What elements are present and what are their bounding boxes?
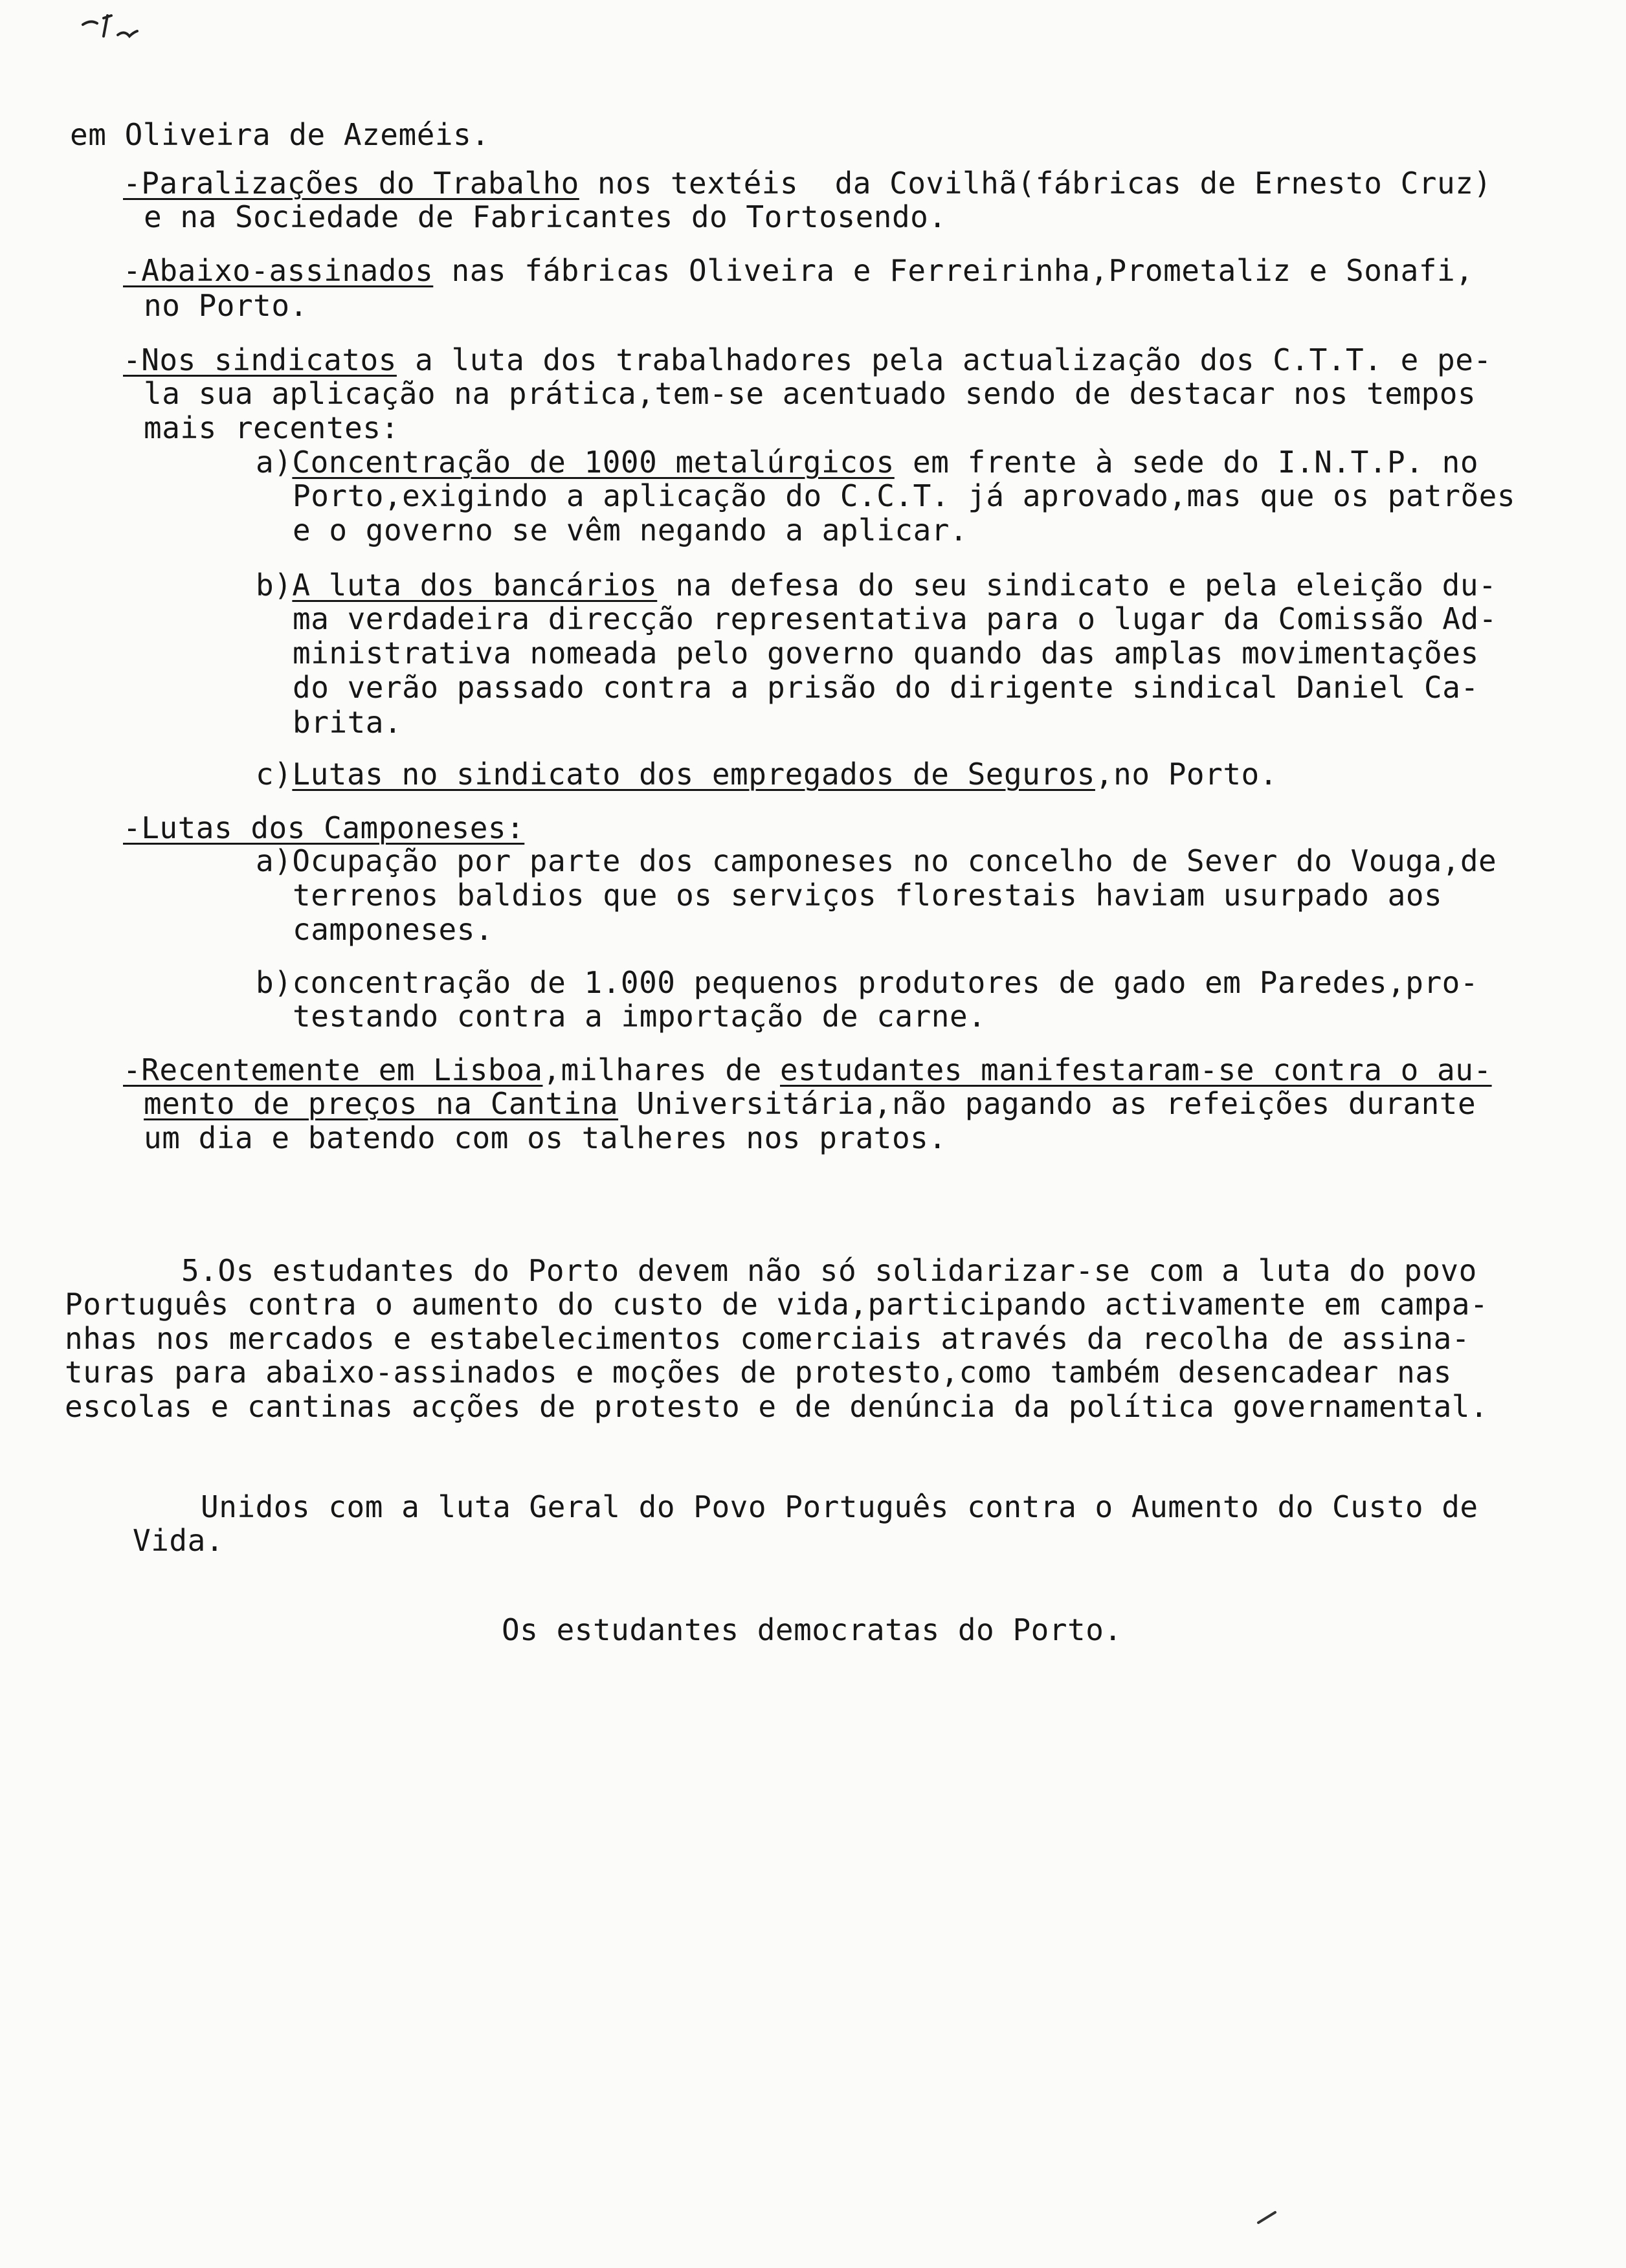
sindicatos-c-title: Lutas no sindicato dos empregados de Seguros <box>292 757 1095 792</box>
item-sindicatos-title: -Nos sindicatos <box>123 342 397 377</box>
item-lisboa-line2-rest: Universitária,não pagando as refeições durante <box>618 1086 1476 1121</box>
item-lisboa-line3: um dia e batendo com os talheres nos pratos. <box>144 1120 947 1155</box>
camponeses-a-line1: a)Ocupação por parte dos camponeses no concelho de Sever do Vouga,de <box>256 843 1497 878</box>
sindicatos-b-line5: brita. <box>293 705 403 740</box>
sindicatos-a-title: Concentração de 1000 metalúrgicos <box>292 445 895 480</box>
sindicatos-b-line2: ma verdadeira direcção representativa para o lugar da Comissão Ad- <box>293 601 1497 636</box>
camponeses-b-line1: b)concentração de 1.000 pequenos produtores de gado em Paredes,pro- <box>256 965 1479 1000</box>
sindicatos-a-line1 <box>256 444 1478 480</box>
sindicatos-a-prefix: a) <box>256 445 293 480</box>
item-camponeses-title-line <box>123 810 524 846</box>
sindicatos-b-prefix: b) <box>256 568 293 603</box>
sindicatos-b-title: A luta dos bancários <box>292 568 658 603</box>
item-abaixo-line2: no Porto. <box>144 288 308 323</box>
camponeses-b-line2: testando contra a importação de carne. <box>293 999 986 1034</box>
closing-line2: Vida. <box>133 1523 224 1558</box>
item-paralizacoes-line1 <box>123 165 1492 201</box>
header-line: em Oliveira de Azeméis. <box>70 117 490 152</box>
section5-line3: nhas nos mercados e estabelecimentos comerciais através da recolha de assina- <box>65 1321 1470 1356</box>
item-sindicatos-line3: mais recentes: <box>144 410 399 445</box>
signature: Os estudantes democratas do Porto. <box>502 1612 1122 1647</box>
item-paralizacoes-rest: nos textéis da Covilhã(fábricas de Ernesto Cruz) <box>579 166 1492 201</box>
item-sindicatos-rest: a luta dos trabalhadores pela actualização dos C.T.T. e pe- <box>396 342 1492 377</box>
sindicatos-c-prefix: c) <box>256 757 293 792</box>
handwritten-mark <box>78 6 194 52</box>
item-lisboa-mid: ,milhares de <box>542 1052 781 1087</box>
sindicatos-a-rest: em frente à sede do I.N.T.P. no <box>894 445 1479 480</box>
closing-line1: Unidos com a luta Geral do Povo Português contra o Aumento do Custo de <box>201 1489 1478 1524</box>
sindicatos-b-line1 <box>256 567 1497 603</box>
item-abaixo-line1 <box>123 252 1473 289</box>
section5-line4: turas para abaixo-assinados e moções de protesto,como também desencadear nas <box>65 1355 1452 1390</box>
sindicatos-c-rest: ,no Porto. <box>1095 757 1278 792</box>
pen-mark <box>1256 2207 1282 2227</box>
item-paralizacoes-line2: e na Sociedade de Fabricantes do Tortosendo. <box>144 199 947 234</box>
sindicatos-a-line2: Porto,exigindo a aplicação do C.C.T. já aprovado,mas que os patrões <box>293 478 1516 513</box>
section5-line1: 5.Os estudantes do Porto devem não só solidarizar-se com a luta do povo <box>181 1253 1477 1288</box>
sindicatos-b-rest: na defesa do seu sindicato e pela eleição du- <box>657 568 1497 603</box>
item-sindicatos-line1 <box>123 342 1492 378</box>
item-lisboa-line2 <box>144 1085 1476 1122</box>
section5-line5: escolas e cantinas acções de protesto e de denúncia da política governamental. <box>65 1389 1489 1424</box>
section5-line2: Português contra o aumento do custo de vida,participando activamente em campa- <box>65 1287 1489 1322</box>
camponeses-a-line3: camponeses. <box>293 912 494 947</box>
item-paralizacoes-title: -Paralizações do Trabalho <box>123 166 579 201</box>
item-lisboa-line1 <box>123 1052 1492 1088</box>
item-lisboa-title2: estudantes manifestaram-se contra o au- <box>780 1052 1492 1087</box>
item-sindicatos-line2: la sua aplicação na prática,tem-se acentuado sendo de destacar nos tempos <box>144 376 1476 411</box>
sindicatos-b-line4: do verão passado contra a prisão do dirigente sindical Daniel Ca- <box>293 670 1479 705</box>
sindicatos-a-line3: e o governo se vêm negando a aplicar. <box>293 513 968 548</box>
sindicatos-b-line3: ministrativa nomeada pelo governo quando das amplas movimentações <box>293 636 1479 671</box>
sindicatos-c-line1 <box>256 756 1278 792</box>
item-lisboa-line2-title: mento de preços na Cantina <box>144 1086 619 1121</box>
item-abaixo-title: -Abaixo-assinados <box>123 253 434 288</box>
item-abaixo-rest: nas fábricas Oliveira e Ferreirinha,Prometaliz e Sonafi, <box>433 253 1474 288</box>
item-camponeses-title: -Lutas dos Camponeses: <box>123 810 525 845</box>
camponeses-a-line2: terrenos baldios que os serviços florestais haviam usurpado aos <box>293 878 1443 913</box>
item-lisboa-title: -Recentemente em Lisboa <box>123 1052 543 1087</box>
